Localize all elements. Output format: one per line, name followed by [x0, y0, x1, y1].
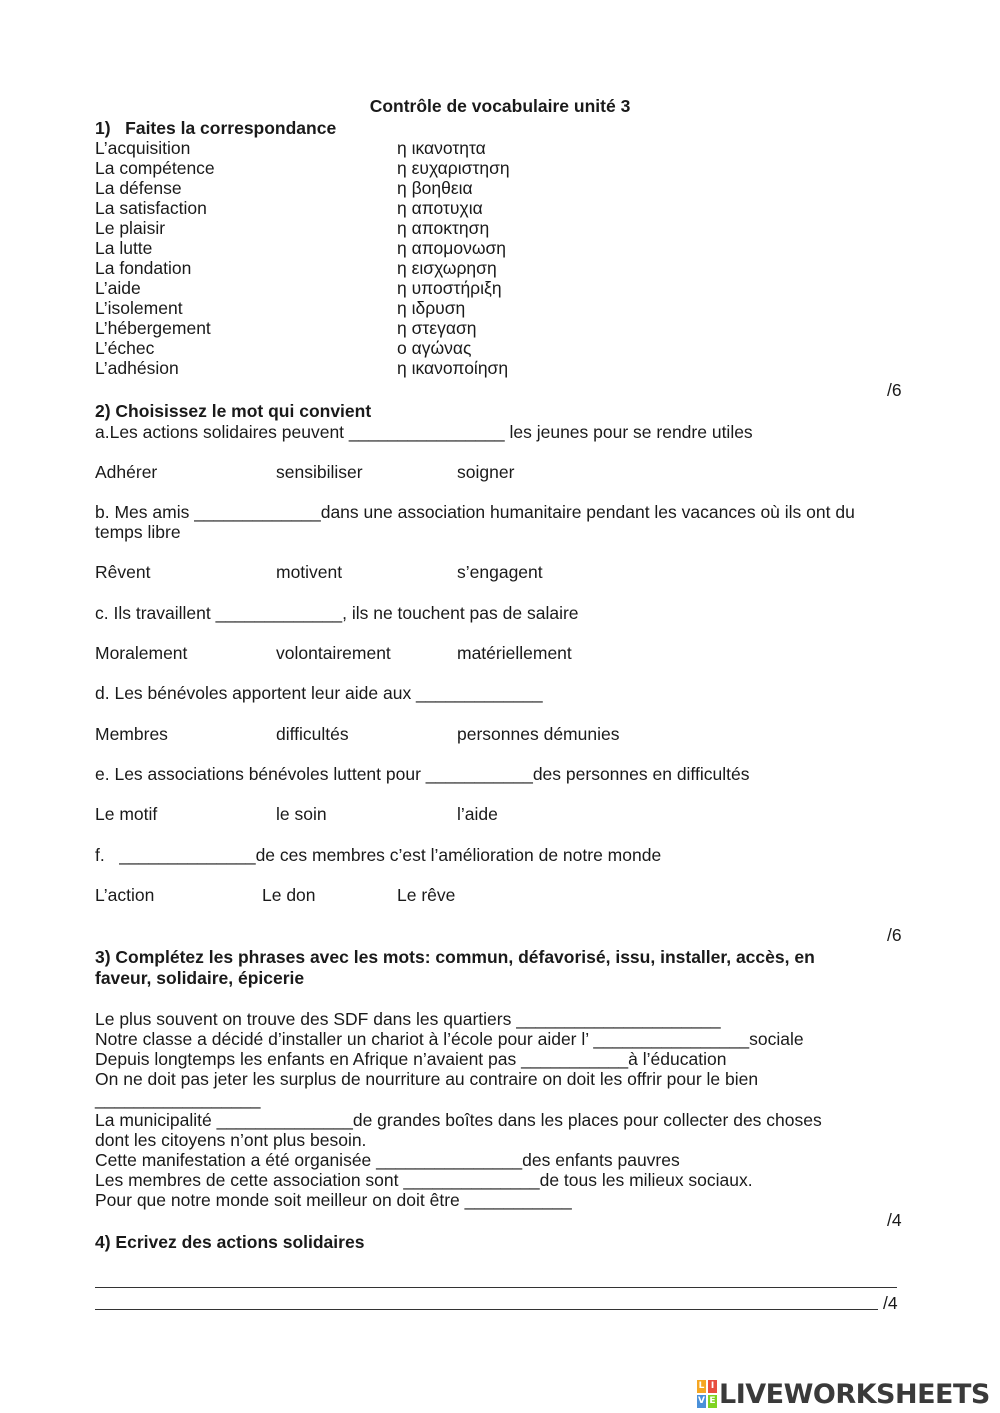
french-word: L’adhésion [95, 358, 179, 378]
option-a-3[interactable]: soigner [457, 462, 515, 482]
greek-word: η αποκτηση [397, 218, 490, 238]
greek-word: η στεγαση [397, 318, 477, 338]
question-b-line1: b. Mes amis _____________dans une association humanitaire pendant les vacances où ils ont du [95, 502, 855, 522]
option-f-3[interactable]: Le rêve [397, 885, 456, 905]
logo-tile: I [708, 1380, 717, 1393]
option-a-2[interactable]: sensibiliser [276, 462, 363, 482]
option-e-3[interactable]: l’aide [457, 804, 498, 824]
french-word: L’aide [95, 278, 141, 298]
sentence-line: La municipalité ______________de grandes boîtes dans les places pour collecter des choses [95, 1110, 822, 1130]
sentence-line: Cette manifestation a été organisée _______________des enfants pauvres [95, 1150, 680, 1170]
french-word: La défense [95, 178, 182, 198]
french-word: La lutte [95, 238, 153, 258]
liveworksheets-logo [697, 1378, 990, 1410]
question-a: a.Les actions solidaires peuvent ________________ les jeunes pour se rendre utiles [95, 422, 753, 442]
sentence-line: dont les citoyens n’ont plus besoin. [95, 1130, 367, 1150]
logo-tile: V [698, 1396, 705, 1406]
option-e-2[interactable]: le soin [276, 804, 327, 824]
answer-line-2[interactable] [95, 1309, 878, 1310]
greek-word: η ιδρυση [397, 298, 466, 318]
option-f-1[interactable]: L’action [95, 885, 155, 905]
french-word: L’hébergement [95, 318, 211, 338]
sentence-line: _________________ [95, 1089, 261, 1109]
sentence-line: Les membres de cette association sont ______________de tous les milieux sociaux. [95, 1170, 753, 1190]
section2-score: /6 [887, 925, 902, 945]
question-c: c. Ils travaillent _____________, ils ne touchent pas de salaire [95, 603, 579, 623]
question-e: e. Les associations bénévoles luttent pour ___________des personnes en difficultés [95, 764, 750, 784]
section1-heading: 1) Faites la correspondance [95, 118, 337, 138]
french-word: La fondation [95, 258, 192, 278]
section3-heading-line2: faveur, solidaire, épicerie [95, 968, 305, 988]
greek-word: η αποτυχια [397, 198, 483, 218]
question-b-line2: temps libre [95, 522, 181, 542]
french-word: La compétence [95, 158, 215, 178]
section4-heading: 4) Ecrivez des actions solidaires [95, 1232, 365, 1252]
option-b-3[interactable]: s’engagent [457, 562, 543, 582]
option-a-1[interactable]: Adhérer [95, 462, 158, 482]
section1-score: /6 [887, 380, 902, 400]
option-c-3[interactable]: matériellement [457, 643, 572, 663]
option-d-3[interactable]: personnes démunies [457, 724, 620, 744]
sentence-line: Notre classe a décidé d’installer un chariot à l’école pour aider l’ ________________sociale [95, 1029, 804, 1049]
logo-icon [697, 1380, 717, 1408]
option-b-1[interactable]: Rêvent [95, 562, 151, 582]
question-f: f. ______________de ces membres c’est l’amélioration de notre monde [95, 845, 662, 865]
sentence-line: Le plus souvent on trouve des SDF dans les quartiers _____________________ [95, 1009, 721, 1029]
greek-word: η απομονωση [397, 238, 507, 258]
french-word: Le plaisir [95, 218, 166, 238]
greek-word: η ευχαριστηση [397, 158, 510, 178]
section4-score: /4 [883, 1293, 898, 1313]
option-c-2[interactable]: volontairement [276, 643, 391, 663]
sentence-line: Pour que notre monde soit meilleur on doit être ___________ [95, 1190, 572, 1210]
option-c-1[interactable]: Moralement [95, 643, 188, 663]
greek-word: ο αγώνας [397, 338, 472, 358]
french-word: La satisfaction [95, 198, 207, 218]
greek-word: η υποστήριξη [397, 278, 502, 298]
option-d-1[interactable]: Membres [95, 724, 168, 744]
logo-tile: E [709, 1396, 716, 1406]
answer-line-1[interactable] [95, 1287, 897, 1288]
greek-word: η ικανοποίηση [397, 358, 509, 378]
french-word: L’isolement [95, 298, 183, 318]
page-title: Contrôle de vocabulaire unité 3 [369, 96, 631, 116]
french-word: L’acquisition [95, 138, 191, 158]
option-e-1[interactable]: Le motif [95, 804, 158, 824]
greek-word: η βοηθεια [397, 178, 473, 198]
question-d: d. Les bénévoles apportent leur aide aux _____________ [95, 683, 543, 703]
greek-word: η ικανοτητα [397, 138, 486, 158]
french-word: L’échec [95, 338, 155, 358]
sentence-line: Depuis longtemps les enfants en Afrique n’avaient pas ___________à l’éducation [95, 1049, 727, 1069]
section3-score: /4 [887, 1210, 902, 1230]
logo-tile: L [698, 1381, 705, 1391]
sentence-line: On ne doit pas jeter les surplus de nourriture au contraire on doit les offrir pour le bien [95, 1069, 759, 1089]
option-d-2[interactable]: difficultés [276, 724, 349, 744]
greek-word: η εισχωρηση [397, 258, 497, 278]
option-f-2[interactable]: Le don [262, 885, 316, 905]
option-b-2[interactable]: motivent [276, 562, 343, 582]
section2-heading: 2) Choisissez le mot qui convient [95, 401, 372, 421]
logo-text: LIVEWORKSHEETS [719, 1378, 990, 1410]
section3-heading-line1: 3) Complétez les phrases avec les mots: commun, défavorisé, issu, installer, accès, en [95, 947, 815, 967]
